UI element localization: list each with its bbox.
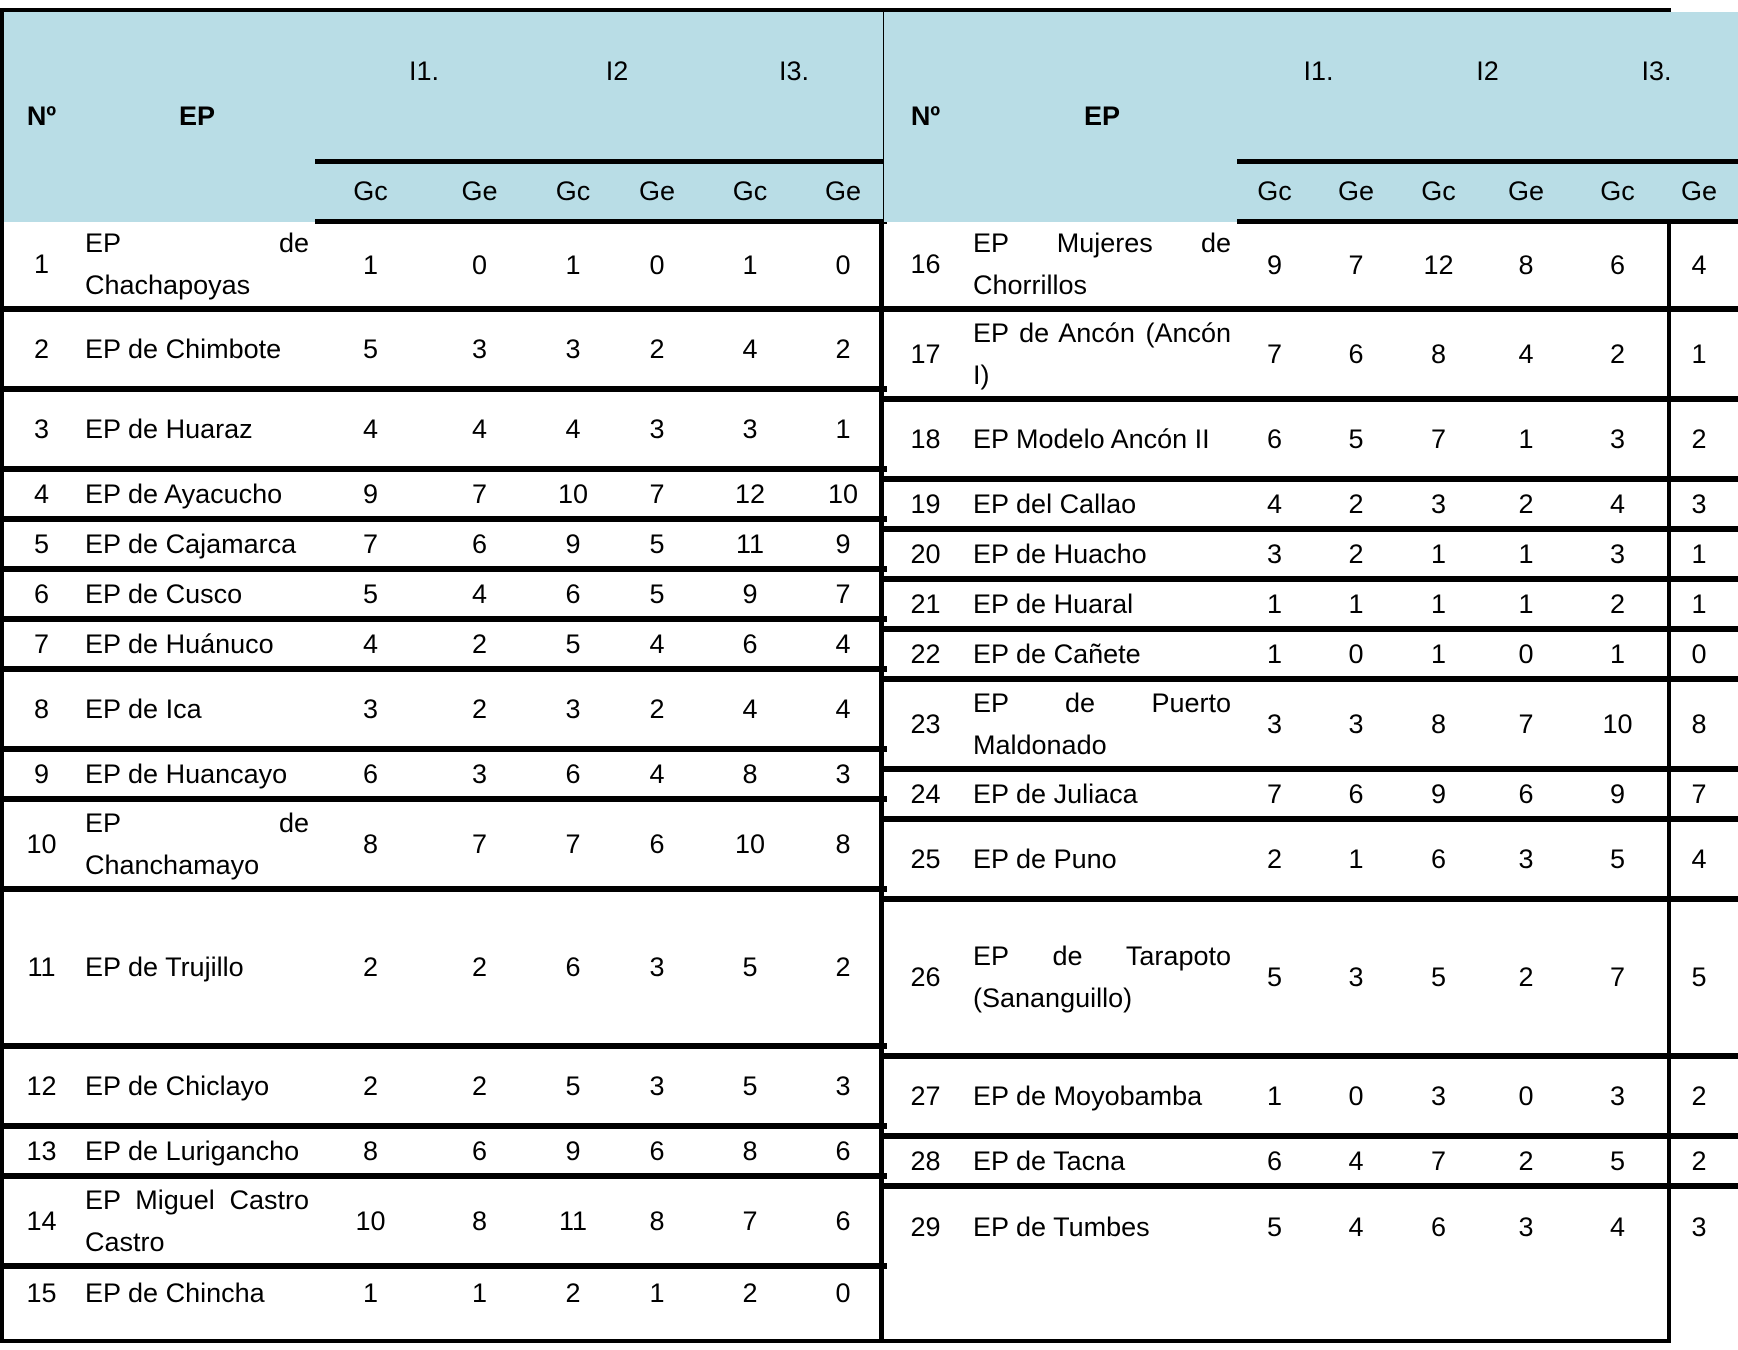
gc-value: 4 (1575, 479, 1660, 529)
ep-name: EP Miguel Castro Castro (79, 1176, 315, 1266)
gc-value: 3 (1237, 679, 1312, 769)
ge-value: 6 (1477, 769, 1575, 819)
gc-value: 5 (701, 889, 799, 1046)
ge-value: 0 (1477, 1056, 1575, 1136)
gc-value: 9 (315, 469, 426, 519)
ge-value: 2 (426, 669, 533, 749)
ge-value: 0 (1312, 629, 1400, 679)
header-sub-gc: Gc (315, 164, 426, 222)
ge-value: 1 (1477, 579, 1575, 629)
row-number: 27 (884, 1056, 967, 1136)
header-sub-gc: Gc (1575, 164, 1660, 222)
ep-name: EP de Juliaca (967, 769, 1237, 819)
gc-value: 6 (1430, 1212, 1447, 1242)
gc-value: 4 (701, 669, 799, 749)
gc-value: 1 (1237, 1056, 1312, 1136)
ge-value: 4 (1660, 819, 1738, 899)
ep-name: EP de Moyobamba (967, 1056, 1237, 1136)
gc-value: 4 (533, 389, 613, 469)
header-group-i1: I1. (315, 12, 533, 164)
ge-value: 2 (426, 1046, 533, 1126)
ge-value: 6 (426, 1126, 533, 1176)
header-group-i3: I3. (701, 12, 887, 164)
table-row (884, 309, 1738, 399)
table-row (884, 529, 1738, 579)
table-row (4, 889, 887, 1046)
ge-value: 1 (1312, 819, 1400, 899)
gc-value: 6 (1400, 819, 1477, 899)
ep-name: EP de Huánuco (79, 619, 315, 669)
gc-value: 3 (1575, 529, 1660, 579)
header-sub-ge: Ge (1477, 164, 1575, 222)
row-number: 1 (4, 222, 79, 309)
gc-value: 5 (1575, 819, 1660, 899)
row-number: 11 (4, 889, 79, 1046)
gc-value: 5 (1575, 1136, 1660, 1186)
ge-value: 1 (1660, 579, 1738, 629)
gc-value: 6 (1237, 399, 1312, 479)
ep-name: EP de Chincha (85, 1277, 265, 1308)
gc-value: 1 (315, 222, 426, 309)
ge-value: 8 (1477, 222, 1575, 309)
table-row (884, 679, 1738, 769)
ep-name: EP de Ancón (Ancón I) (967, 309, 1237, 399)
row-number: 20 (884, 529, 967, 579)
gc-value: 9 (533, 1126, 613, 1176)
ge-value: 3 (613, 1046, 701, 1126)
gc-value: 3 (1237, 529, 1312, 579)
ge-value: 1 (471, 1277, 488, 1308)
table-row (884, 222, 1738, 309)
ep-name: EP de Huaraz (79, 389, 315, 469)
header-sub-ge: Ge (426, 164, 533, 222)
table-row (884, 1186, 1738, 1266)
row-number: 12 (4, 1046, 79, 1126)
ge-value: 0 (1660, 629, 1738, 679)
table-row (884, 479, 1738, 529)
ge-value: 9 (799, 519, 887, 569)
ge-value: 0 (426, 222, 533, 309)
ge-value: 5 (613, 569, 701, 619)
header-sub-ge: Ge (613, 164, 701, 222)
ge-value: 7 (799, 569, 887, 619)
gc-value: 7 (1237, 309, 1312, 399)
ge-value: 0 (1477, 629, 1575, 679)
row-number: 19 (884, 479, 967, 529)
header-group-i1: I1. (1237, 12, 1400, 164)
gc-value: 6 (533, 889, 613, 1046)
ge-value: 2 (613, 309, 701, 389)
table-row (4, 309, 887, 389)
ge-value: 2 (613, 669, 701, 749)
ge-value: 4 (613, 749, 701, 799)
gc-value: 1 (1575, 629, 1660, 679)
ge-value: 2 (1660, 1136, 1738, 1186)
row-number: 29 (910, 1212, 941, 1242)
ge-value: 7 (1477, 679, 1575, 769)
ge-value: 0 (613, 222, 701, 309)
ge-value: 6 (1312, 309, 1400, 399)
gc-value: 7 (1400, 1136, 1477, 1186)
table-right (884, 12, 1738, 1266)
ge-value: 2 (1312, 479, 1400, 529)
gc-value: 6 (533, 749, 613, 799)
ep-name: EP de Ica (79, 669, 315, 749)
ge-value: 3 (426, 749, 533, 799)
ep-name: EP de Ayacucho (79, 469, 315, 519)
ge-value: 3 (613, 889, 701, 1046)
gc-value: 8 (1400, 679, 1477, 769)
gc-value: 9 (1237, 222, 1312, 309)
table-row (4, 222, 887, 309)
table-right-body (884, 222, 1738, 1266)
gc-value: 8 (701, 749, 799, 799)
gc-value: 3 (1575, 399, 1660, 479)
row-number: 9 (4, 749, 79, 799)
gc-value: 12 (701, 469, 799, 519)
table-row (4, 1126, 887, 1176)
ep-name: EP Mujeres de Chorrillos (967, 222, 1237, 309)
row-number: 3 (4, 389, 79, 469)
ge-value: 0 (835, 1277, 851, 1308)
gc-value: 10 (533, 469, 613, 519)
gc-value: 7 (1575, 899, 1660, 1056)
ge-value: 2 (1477, 899, 1575, 1056)
row-number: 26 (884, 899, 967, 1056)
gc-value: 1 (1237, 629, 1312, 679)
row-number: 5 (4, 519, 79, 569)
header-no: Nº (884, 12, 967, 222)
ge-value: 3 (1691, 1212, 1707, 1242)
ge-value: 4 (613, 619, 701, 669)
header-sub-ge: Ge (799, 164, 887, 222)
gc-value: 4 (315, 619, 426, 669)
gc-value: 2 (1237, 819, 1312, 899)
ge-value: 2 (1660, 399, 1738, 479)
ge-value: 2 (426, 889, 533, 1046)
gc-value: 1 (1237, 579, 1312, 629)
row-number: 6 (4, 569, 79, 619)
ge-value: 7 (1312, 222, 1400, 309)
table-row (4, 749, 887, 799)
ep-name: EP de Cajamarca (79, 519, 315, 569)
gc-value: 3 (1400, 479, 1477, 529)
table-row (884, 899, 1738, 1056)
ge-value: 3 (1312, 679, 1400, 769)
header-sub-ge: Ge (1312, 164, 1400, 222)
gc-value: 9 (701, 569, 799, 619)
row-number: 8 (4, 669, 79, 749)
gc-value: 9 (1400, 769, 1477, 819)
ge-value: 2 (1477, 479, 1575, 529)
header-ep: EP (967, 12, 1237, 222)
ge-value: 3 (613, 389, 701, 469)
ge-value: 4 (426, 569, 533, 619)
gc-value: 4 (1237, 479, 1312, 529)
ge-value: 3 (799, 749, 887, 799)
gc-value: 5 (1266, 1212, 1283, 1242)
ge-value: 2 (799, 889, 887, 1046)
gc-value: 5 (315, 569, 426, 619)
ep-name: EP de Cusco (79, 569, 315, 619)
table-row (4, 519, 887, 569)
table-row (884, 769, 1738, 819)
gc-value: 7 (315, 519, 426, 569)
table-row (4, 669, 887, 749)
gc-value: 8 (315, 799, 426, 889)
table-row (4, 569, 887, 619)
gc-value: 5 (1237, 899, 1312, 1056)
gc-value: 6 (701, 619, 799, 669)
ep-name: EP de Trujillo (79, 889, 315, 1046)
ge-value: 3 (426, 309, 533, 389)
ep-name: EP de Huancayo (79, 749, 315, 799)
ge-value: 5 (1660, 899, 1738, 1056)
ge-value: 7 (426, 799, 533, 889)
row-number: 21 (884, 579, 967, 629)
gc-value: 5 (1400, 899, 1477, 1056)
ge-value: 1 (1660, 529, 1738, 579)
gc-value: 2 (315, 1046, 426, 1126)
gc-value: 2 (742, 1277, 758, 1308)
ge-value: 10 (799, 469, 887, 519)
ep-name: EP de Lurigancho (79, 1126, 315, 1176)
row-number: 10 (4, 799, 79, 889)
ge-value: 8 (613, 1176, 701, 1266)
ge-value: 3 (1312, 899, 1400, 1056)
row-number: 18 (884, 399, 967, 479)
ep-name: EP del Callao (967, 479, 1237, 529)
gc-value: 8 (701, 1126, 799, 1176)
ep-name: EP de Tarapoto (Sananguillo) (967, 899, 1237, 1056)
row-number: 13 (4, 1126, 79, 1176)
row-number: 7 (4, 619, 79, 669)
ge-value: 6 (613, 799, 701, 889)
header-group-i2: I2 (1400, 12, 1575, 164)
gc-value: 3 (1400, 1056, 1477, 1136)
ep-name: EP de Huacho (967, 529, 1237, 579)
row-number: 14 (4, 1176, 79, 1266)
ge-value: 6 (613, 1126, 701, 1176)
ep-name: EP de Huaral (967, 579, 1237, 629)
gc-value: 7 (533, 799, 613, 889)
ge-value: 5 (613, 519, 701, 569)
gc-value: 2 (315, 889, 426, 1046)
ge-value: 6 (426, 519, 533, 569)
gc-value: 6 (1575, 222, 1660, 309)
table-row (884, 819, 1738, 899)
table-row (884, 579, 1738, 629)
ge-value: 1 (1477, 529, 1575, 579)
gc-value: 3 (533, 309, 613, 389)
gc-value: 3 (533, 669, 613, 749)
ep-name: EP de Chachapoyas (79, 222, 315, 309)
gc-value: 3 (701, 389, 799, 469)
ge-value: 2 (426, 619, 533, 669)
gc-value: 1 (1400, 579, 1477, 629)
ge-value: 3 (1660, 479, 1738, 529)
table-row (884, 399, 1738, 479)
gc-value: 6 (315, 749, 426, 799)
ge-value: 8 (1660, 679, 1738, 769)
ge-value: 4 (799, 669, 887, 749)
table-row (4, 619, 887, 669)
row-number: 15 (26, 1277, 57, 1308)
gc-value: 1 (1400, 529, 1477, 579)
gc-value: 1 (362, 1277, 379, 1308)
ep-name: EP Modelo Ancón II (967, 399, 1237, 479)
ep-name: EP de Chimbote (79, 309, 315, 389)
gc-value: 9 (1575, 769, 1660, 819)
ge-value: 4 (1312, 1136, 1400, 1186)
table-row (4, 799, 887, 889)
table-row (884, 629, 1738, 679)
gc-value: 10 (1575, 679, 1660, 769)
gc-value: 5 (533, 619, 613, 669)
gc-value: 5 (315, 309, 426, 389)
gc-value: 7 (1400, 399, 1477, 479)
header-ep: EP (79, 12, 315, 222)
gc-value: 4 (701, 309, 799, 389)
row-number: 23 (884, 679, 967, 769)
table-left-body (4, 222, 887, 1317)
gc-value: 10 (701, 799, 799, 889)
gc-value: 12 (1400, 222, 1477, 309)
row-number: 16 (884, 222, 967, 309)
table-row (884, 1056, 1738, 1136)
ge-value: 3 (799, 1046, 887, 1126)
ge-value: 7 (426, 469, 533, 519)
table-row (4, 469, 887, 519)
ge-value: 6 (1312, 769, 1400, 819)
gc-value: 3 (315, 669, 426, 749)
header-sub-gc: Gc (533, 164, 613, 222)
row-number: 24 (884, 769, 967, 819)
gc-value: 3 (1575, 1056, 1660, 1136)
header-sub-gc: Gc (1237, 164, 1312, 222)
ge-value: 6 (799, 1126, 887, 1176)
table-row (4, 389, 887, 469)
gc-value: 9 (533, 519, 613, 569)
gc-value: 1 (533, 222, 613, 309)
row-number: 2 (4, 309, 79, 389)
ep-name: EP de Puno (967, 819, 1237, 899)
gc-value: 8 (315, 1126, 426, 1176)
table-row (4, 1046, 887, 1126)
ge-value: 3 (1477, 819, 1575, 899)
ge-value: 7 (613, 469, 701, 519)
gc-value: 6 (533, 569, 613, 619)
row-number: 22 (884, 629, 967, 679)
ge-value: 8 (799, 799, 887, 889)
gc-value: 6 (1237, 1136, 1312, 1186)
ge-value: 8 (426, 1176, 533, 1266)
gc-value: 11 (701, 519, 799, 569)
ge-value: 4 (1477, 309, 1575, 399)
ep-name: EP de Tacna (967, 1136, 1237, 1186)
ge-value: 2 (799, 309, 887, 389)
ge-value: 7 (1660, 769, 1738, 819)
gc-value: 1 (1400, 629, 1477, 679)
ge-value: 1 (649, 1277, 665, 1308)
ge-value: 1 (1660, 309, 1738, 399)
ge-value: 2 (1477, 1136, 1575, 1186)
gc-value: 2 (1575, 579, 1660, 629)
ge-value: 4 (426, 389, 533, 469)
row-number: 28 (884, 1136, 967, 1186)
ge-value: 0 (799, 222, 887, 309)
header-sub-gc: Gc (701, 164, 799, 222)
ep-name: EP de Cañete (967, 629, 1237, 679)
row-number: 4 (4, 469, 79, 519)
gc-value: 4 (1609, 1212, 1626, 1242)
ge-value: 1 (1477, 399, 1575, 479)
header-sub-ge: Ge (1660, 164, 1738, 222)
ge-value: 2 (1312, 529, 1400, 579)
ge-value: 6 (799, 1176, 887, 1266)
ge-value: 2 (1660, 1056, 1738, 1136)
gc-value: 4 (315, 389, 426, 469)
row-number: 25 (884, 819, 967, 899)
header-group-i2: I2 (533, 12, 701, 164)
header-sub-gc: Gc (1400, 164, 1477, 222)
ge-value: 4 (1660, 222, 1738, 309)
ep-name: EP de Puerto Maldonado (967, 679, 1237, 769)
gc-value: 5 (533, 1046, 613, 1126)
ep-name: EP de Chanchamayo (79, 799, 315, 889)
ep-name: EP de Chiclayo (79, 1046, 315, 1126)
ge-value: 0 (1312, 1056, 1400, 1136)
ge-value: 5 (1312, 399, 1400, 479)
table-left (4, 12, 887, 1317)
gc-value: 8 (1400, 309, 1477, 399)
ge-value: 4 (799, 619, 887, 669)
table-row (884, 1136, 1738, 1186)
ge-value: 4 (1348, 1212, 1364, 1242)
table-row (4, 1176, 887, 1266)
table-row (4, 1266, 887, 1317)
gc-value: 2 (565, 1277, 581, 1308)
header-no: Nº (4, 12, 79, 222)
gc-value: 10 (315, 1176, 426, 1266)
right-table-panel (883, 8, 1718, 1343)
left-table-panel (0, 8, 883, 1343)
gc-value: 7 (701, 1176, 799, 1266)
gc-value: 5 (701, 1046, 799, 1126)
gc-value: 11 (533, 1176, 613, 1266)
ge-value: 3 (1518, 1212, 1534, 1242)
ge-value: 1 (1312, 579, 1400, 629)
ge-value: 1 (799, 389, 887, 469)
row-number: 17 (884, 309, 967, 399)
ep-name: EP de Tumbes (973, 1212, 1150, 1242)
header-group-i3: I3. (1575, 12, 1738, 164)
gc-value: 2 (1575, 309, 1660, 399)
gc-value: 7 (1237, 769, 1312, 819)
gc-value: 1 (701, 222, 799, 309)
